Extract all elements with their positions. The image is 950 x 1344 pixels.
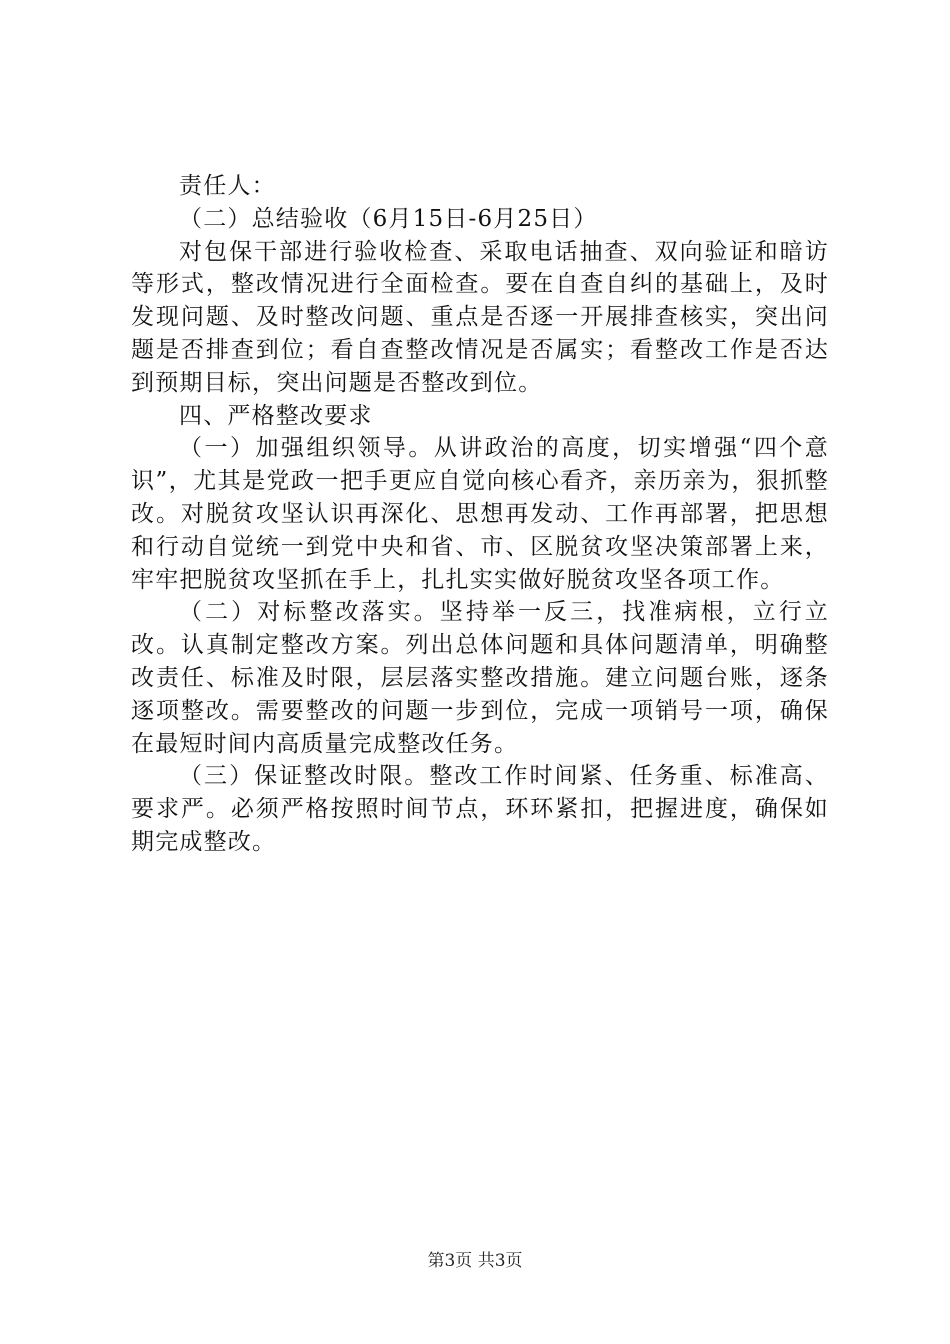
requirement-paragraph-1: （一）加强组织领导。从讲政治的高度，切实增强“四个意识”，尤其是党政一把手更应自觉向核心看齐，亲历亲为，狠抓整改。对脱贫攻坚认识再深化、思想再发动、工作再部署，把思想和行动自觉统一到党中央和省、市、区脱贫攻坚决策部署上来，牢牢把脱贫攻坚抓在手上，扎扎实实做好脱贫攻坚各项工作。 (131, 435, 829, 593)
document-body (131, 170, 829, 859)
section-four-heading: 四、严格整改要求 (179, 402, 373, 429)
acceptance-paragraph: 对包保干部进行验收检查、采取电话抽查、双向验证和暗访等形式，整改情况进行全面检查。要在自查自纠的基础上，及时发现问题、及时整改问题、重点是否逐一开展排查核实，突出问题是否排查到位；看自查整改情况是否属实；看整改工作是否达到预期目标，突出问题是否整改到位。 (131, 238, 829, 396)
responsible-person-line: 责任人： (179, 173, 276, 199)
section-summary-acceptance-heading: （二）总结验收（6月15日-6月25日） (179, 205, 598, 232)
page-footer: 第3页 共3页 (427, 1251, 523, 1271)
requirement-paragraph-3: （三）保证整改时限。整改工作时间紧、任务重、标准高、要求严。必须严格按照时间节点，环环紧扣，把握进度，确保如期完成整改。 (131, 763, 829, 855)
requirement-paragraph-2: （二）对标整改落实。坚持举一反三，找准病根，立行立改。认真制定整改方案。列出总体问题和具体问题清单，明确整改责任、标准及时限，层层落实整改措施。建立问题台账，逐条逐项整改。需要整改的问题一步到位，完成一项销号一项，确保在最短时间内高质量完成整改任务。 (131, 599, 829, 757)
